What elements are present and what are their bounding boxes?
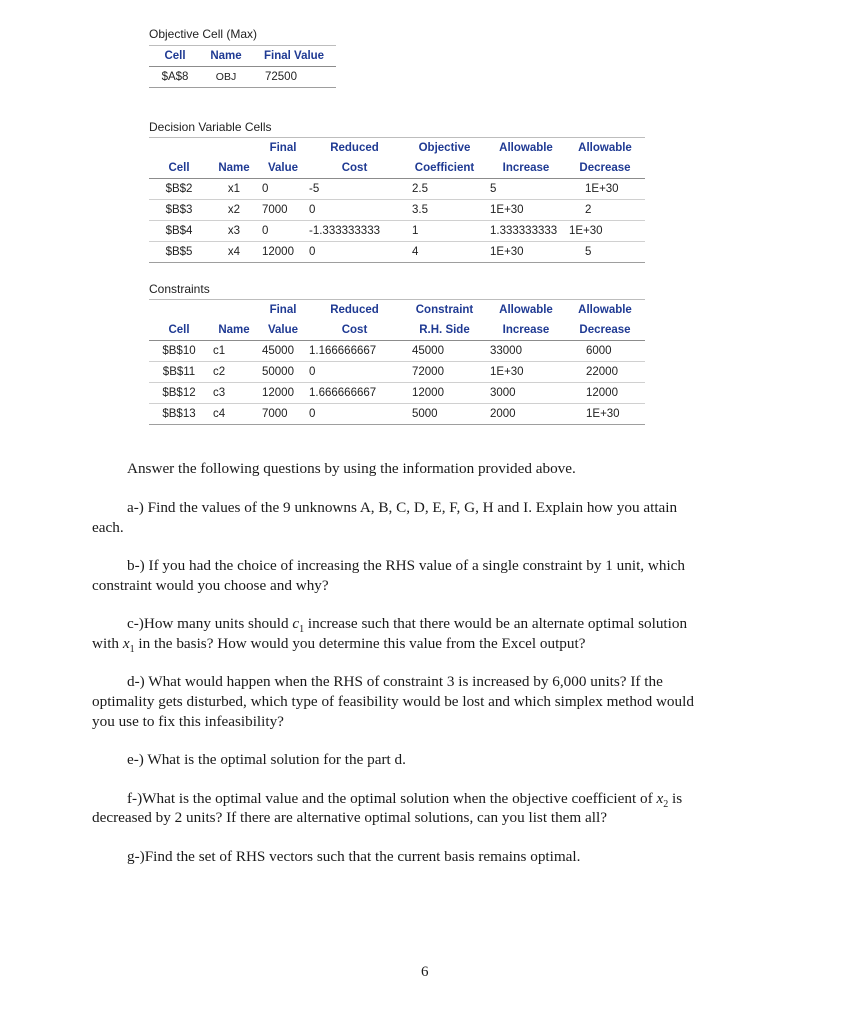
question-c-text3: with [92, 635, 120, 652]
header-cost: Cost [307, 320, 402, 341]
header-decrease: Decrease [565, 158, 645, 179]
question-c-text1: c-)How many units should [127, 615, 289, 632]
header-reduced: Reduced [307, 300, 402, 321]
question-d-line1: d-) What would happen when the RHS of constraint 3 is increased by 6,000 units? If the [127, 673, 663, 690]
cell-ref: $B$12 [149, 383, 209, 404]
header-name: Name [209, 320, 259, 341]
cell-ref: $B$5 [149, 242, 209, 263]
table-row [149, 221, 645, 242]
cell-final-value: 72500 [251, 67, 336, 88]
header-final: Final [259, 300, 307, 321]
header-rh-side: R.H. Side [402, 320, 487, 341]
header-value: Value [259, 158, 307, 179]
cell-increase: 3000 [487, 383, 565, 404]
table-row [149, 404, 645, 425]
cell-shadow-price: 0 [307, 362, 402, 383]
cell-coefficient: 1 [402, 221, 487, 242]
header-cell: Cell [149, 320, 209, 341]
header-coefficient: Coefficient [402, 158, 487, 179]
header-allowable: Allowable [487, 138, 565, 159]
table-row [149, 67, 336, 88]
cell-ref: $B$13 [149, 404, 209, 425]
cell-name: c4 [209, 404, 259, 425]
cell-rh-side: 45000 [402, 341, 487, 362]
question-d-line2: optimality gets disturbed, which type of feasibility would be lost and which simplex method would [92, 693, 694, 710]
cell-rh-side: 12000 [402, 383, 487, 404]
cell-increase: 1E+30 [487, 200, 565, 221]
cell-increase: 5 [487, 179, 565, 200]
question-e-line1: e-) What is the optimal solution for the part d. [127, 751, 406, 768]
cell-decrease: 1E+30 [565, 221, 645, 242]
header-constraint: Constraint [402, 300, 487, 321]
question-c-text2: increase such that there would be an alternate optimal solution [307, 615, 688, 632]
cell-final-value: 0 [259, 179, 307, 200]
cell-decrease: 1E+30 [565, 179, 645, 200]
table-row [149, 383, 645, 404]
header-increase: Increase [487, 320, 565, 341]
cell-ref: $A$8 [149, 67, 201, 88]
cell-ref: $B$4 [149, 221, 209, 242]
header-cell: Cell [149, 158, 209, 179]
question-f-text2: is [671, 790, 683, 807]
table-row [149, 179, 645, 200]
cell-shadow-price: 0 [307, 404, 402, 425]
question-d-line3: you use to fix this infeasibility? [92, 713, 284, 730]
header-blank [209, 138, 259, 159]
constraints-table [149, 299, 645, 425]
cell-coefficient: 3.5 [402, 200, 487, 221]
cell-ref: $B$11 [149, 362, 209, 383]
question-c-text4: in the basis? How would you determine this value from the Excel output? [138, 635, 586, 652]
header-allowable: Allowable [565, 300, 645, 321]
question-a-line1: a-) Find the values of the 9 unknowns A, B, C, D, E, F, G, H and I. Explain how you attain [127, 499, 678, 516]
cell-name: OBJ [201, 67, 251, 88]
table-row [149, 341, 645, 362]
header-value: Value [259, 320, 307, 341]
cell-reduced-cost: 0 [307, 200, 402, 221]
question-a-line2: each. [92, 519, 124, 536]
cell-decrease: 12000 [565, 383, 645, 404]
cell-increase: 1.333333333 [487, 221, 565, 242]
cell-reduced-cost: 0 [307, 242, 402, 263]
cell-increase: 2000 [487, 404, 565, 425]
objective-section-title: Objective Cell (Max) [149, 27, 258, 41]
cell-coefficient: 2.5 [402, 179, 487, 200]
cell-name: x3 [209, 221, 259, 242]
c1-symbol: c [292, 615, 300, 632]
cell-coefficient: 4 [402, 242, 487, 263]
header-blank [149, 138, 209, 159]
question-b-line1: b-) If you had the choice of increasing the RHS value of a single constraint by 1 unit, which [127, 557, 685, 574]
question-b-line2: constraint would you choose and why? [92, 577, 329, 594]
table-row [149, 362, 645, 383]
c1-subscript: 1 [299, 624, 305, 636]
header-cost: Cost [307, 158, 402, 179]
cell-final-value: 50000 [259, 362, 307, 383]
header-reduced: Reduced [307, 138, 402, 159]
cell-shadow-price: 1.166666667 [307, 341, 402, 362]
table-row [149, 242, 645, 263]
cell-ref: $B$2 [149, 179, 209, 200]
header-blank [209, 300, 259, 321]
cell-increase: 1E+30 [487, 242, 565, 263]
constraints-section-title: Constraints [149, 282, 210, 296]
question-f-text1: f-)What is the optimal value and the optimal solution when the objective coefficient of [127, 790, 653, 807]
page-number: 6 [421, 964, 429, 980]
cell-shadow-price: 1.666666667 [307, 383, 402, 404]
x2-symbol: x [656, 790, 664, 807]
variables-table [149, 137, 645, 263]
x1-subscript: 1 [129, 644, 135, 656]
header-allowable: Allowable [487, 300, 565, 321]
cell-name: x1 [209, 179, 259, 200]
header-decrease: Decrease [565, 320, 645, 341]
header-final: Final [259, 138, 307, 159]
cell-name: x2 [209, 200, 259, 221]
cell-final-value: 7000 [259, 200, 307, 221]
x1-symbol: x [122, 635, 130, 652]
cell-final-value: 7000 [259, 404, 307, 425]
header-cell: Cell [149, 46, 201, 67]
cell-name: c2 [209, 362, 259, 383]
cell-final-value: 12000 [259, 383, 307, 404]
cell-decrease: 22000 [565, 362, 645, 383]
header-name: Name [209, 158, 259, 179]
cell-final-value: 12000 [259, 242, 307, 263]
cell-decrease: 6000 [565, 341, 645, 362]
header-blank [149, 300, 209, 321]
cell-final-value: 0 [259, 221, 307, 242]
cell-decrease: 5 [565, 242, 645, 263]
cell-ref: $B$3 [149, 200, 209, 221]
cell-name: x4 [209, 242, 259, 263]
question-c-line2 [92, 634, 585, 660]
cell-rh-side: 72000 [402, 362, 487, 383]
cell-decrease: 2 [565, 200, 645, 221]
question-f-line2: decreased by 2 units? If there are alternative optimal solutions, can you list them all? [92, 809, 607, 826]
cell-reduced-cost: -1.333333333 [307, 221, 402, 242]
x2-subscript: 2 [663, 799, 669, 811]
cell-reduced-cost: -5 [307, 179, 402, 200]
header-allowable: Allowable [565, 138, 645, 159]
cell-increase: 33000 [487, 341, 565, 362]
cell-rh-side: 5000 [402, 404, 487, 425]
questions-intro: Answer the following questions by using the information provided above. [127, 460, 576, 477]
header-final-value: Final Value [251, 46, 336, 67]
cell-final-value: 45000 [259, 341, 307, 362]
question-g-line1: g-)Find the set of RHS vectors such that the current basis remains optimal. [127, 848, 581, 865]
cell-increase: 1E+30 [487, 362, 565, 383]
cell-name: c1 [209, 341, 259, 362]
cell-name: c3 [209, 383, 259, 404]
table-row [149, 200, 645, 221]
header-objective: Objective [402, 138, 487, 159]
variables-section-title: Decision Variable Cells [149, 120, 272, 134]
cell-decrease: 1E+30 [565, 404, 645, 425]
header-name: Name [201, 46, 251, 67]
cell-ref: $B$10 [149, 341, 209, 362]
objective-table [149, 45, 336, 88]
header-increase: Increase [487, 158, 565, 179]
